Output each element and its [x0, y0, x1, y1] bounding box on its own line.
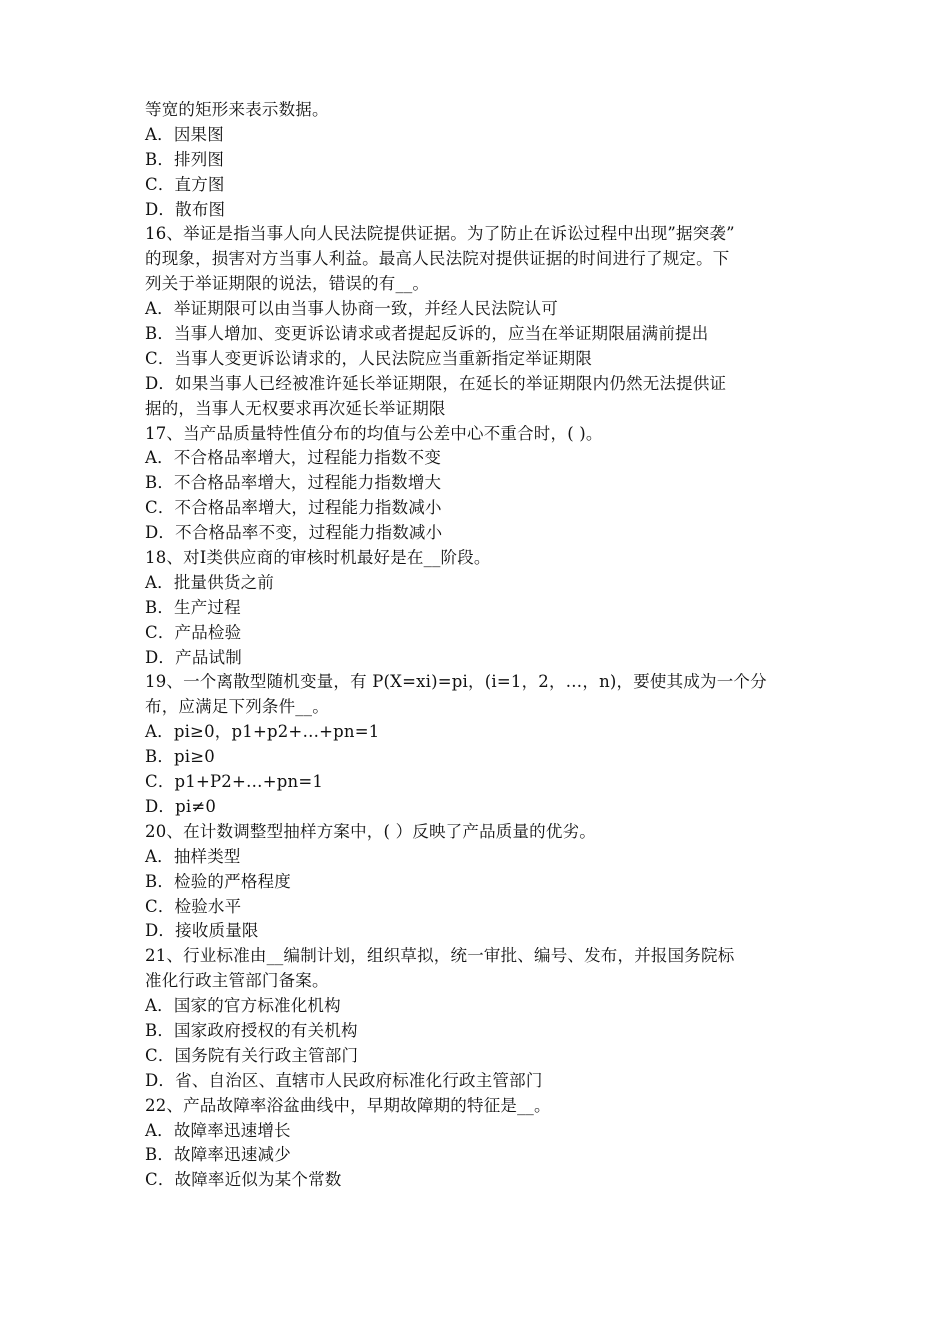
text-line: C．故障率近似为某个常数	[145, 1170, 342, 1190]
text-line: C．不合格品率增大，过程能力指数减小	[145, 498, 442, 518]
text-line: B．pi≥0	[145, 747, 215, 767]
text-line: D．散布图	[145, 199, 226, 219]
text-line: D．接收质量限	[145, 921, 259, 941]
text-line: A．故障率迅速增长	[145, 1120, 291, 1140]
text-line: C．当事人变更诉讼请求的，人民法院应当重新指定举证期限	[145, 348, 593, 368]
text-line: C．国务院有关行政主管部门	[145, 1045, 359, 1065]
text-line: A．不合格品率增大，过程能力指数不变	[145, 448, 442, 468]
text-line: 22、产品故障率浴盆曲线中，早期故障期的特征是__。	[145, 1095, 551, 1115]
text-line: D．pi≠0	[145, 796, 217, 816]
text-line: 据的，当事人无权要求再次延长举证期限	[145, 398, 446, 418]
text-line: 17、当产品质量特性值分布的均值与公差中心不重合时，( )。	[145, 423, 603, 443]
text-line: B．排列图	[145, 149, 225, 169]
text-line: B．当事人增加、变更诉讼请求或者提起反诉的，应当在举证期限届满前提出	[145, 324, 709, 344]
text-line: C．p1+P2+…+pn=1	[145, 772, 324, 792]
text-line: D．不合格品率不变，过程能力指数减小	[145, 523, 443, 543]
text-line: 16、举证是指当事人向人民法院提供证据。为了防止在诉讼过程中出现”据突袭”	[145, 224, 735, 244]
text-line: B．故障率迅速减少	[145, 1145, 291, 1165]
text-line: 等宽的矩形来表示数据。	[145, 100, 329, 119]
text-line: A．因果图	[145, 124, 224, 144]
text-line: D．如果当事人已经被准许延长举证期限，在延长的举证期限内仍然无法提供证	[145, 373, 727, 393]
text-line: C．检验水平	[145, 896, 242, 916]
text-line: 18、对Ⅰ类供应商的审核时机最好是在__阶段。	[145, 548, 491, 568]
text-line: A．举证期限可以由当事人协商一致，并经人民法院认可	[145, 299, 558, 319]
text-line: B．检验的严格程度	[145, 871, 291, 891]
text-line: D．省、自治区、直辖市人民政府标准化行政主管部门	[145, 1070, 543, 1090]
text-line: 列关于举证期限的说法，错误的有__。	[145, 274, 430, 294]
text-line: A．批量供货之前	[145, 572, 275, 592]
text-line: A．抽样类型	[145, 846, 241, 866]
text-line: B．国家政府授权的有关机构	[145, 1020, 358, 1040]
text-line: 19、一个离散型随机变量，有 P(X=xi)=pi，(i=1，2，…，n)，要使其成为一个分	[145, 672, 767, 692]
text-line: 准化行政主管部门备案。	[145, 971, 329, 991]
text-line: A．国家的官方标准化机构	[145, 996, 341, 1016]
text-line: D．产品试制	[145, 647, 242, 667]
text-line: C．直方图	[145, 174, 225, 194]
document-body	[145, 98, 815, 1193]
text-line: C．产品检验	[145, 622, 242, 642]
text-line: 20、在计数调整型抽样方案中，( ）反映了产品质量的优劣。	[145, 821, 596, 841]
text-line: B．生产过程	[145, 597, 241, 617]
text-line: A．pi≥0，p1+p2+…+pn=1	[145, 722, 380, 742]
text-line: 的现象，损害对方当事人利益。最高人民法院对提供证据的时间进行了规定。下	[145, 249, 730, 269]
text-line: 布，应满足下列条件__。	[145, 697, 329, 717]
text-line: 21、行业标准由__编制计划，组织草拟，统一审批、编号、发布，并报国务院标	[145, 946, 735, 966]
text-line: B．不合格品率增大，过程能力指数增大	[145, 473, 442, 493]
